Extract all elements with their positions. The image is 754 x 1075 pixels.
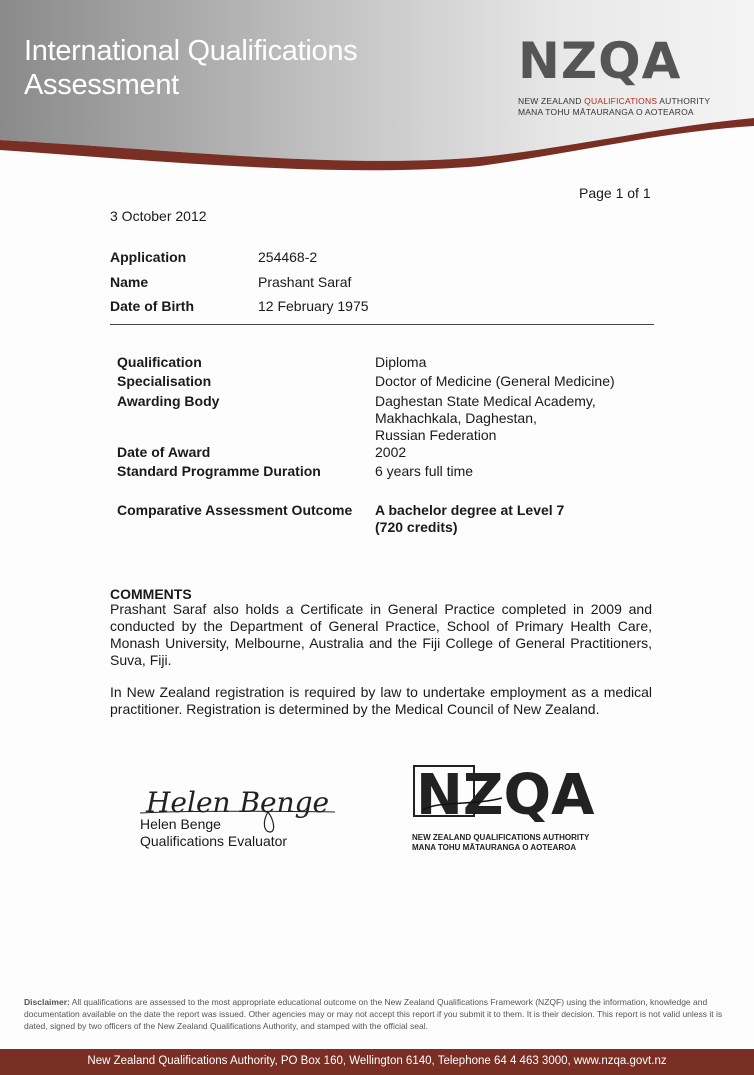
report-title-line2: Assessment <box>24 69 179 101</box>
duration-value: 6 years full time <box>375 463 474 479</box>
official-stamp <box>412 760 612 850</box>
comments-heading: COMMENTS <box>110 586 192 602</box>
outcome-value <box>375 502 564 536</box>
comments-paragraph-1: Prashant Saraf also holds a Certificate in General Practice completed in 2009 and conducted by the Department of General Practice, School of Primary Health Care, Monash University, Melbourne, Australia and the Fiji College of General Practitioners, Suva, Fiji. <box>110 601 652 668</box>
application-value: 254468-2 <box>258 249 318 265</box>
application-label: Application <box>110 249 187 265</box>
evaluator-name: Helen Benge <box>140 816 221 832</box>
name-label: Name <box>110 274 149 290</box>
footer-contact: New Zealand Qualifications Authority, PO Box 160, Wellington 6140, Telephone 64 4 463 3000, www.nzqa.govt.nz <box>87 1055 667 1067</box>
awarding-body-line1: Daghestan State Medical Academy, <box>375 393 596 409</box>
page-indicator: Page 1 of 1 <box>579 185 651 201</box>
awarding-body-value <box>375 393 596 444</box>
logo-sub-c: AUTHORITY <box>657 96 711 106</box>
logo-sub-a: NEW ZEALAND <box>518 96 585 106</box>
awarding-body-line2: Makhachkala, Daghestan, <box>375 410 537 426</box>
outcome-line2: (720 credits) <box>375 519 458 535</box>
dob-label: Date of Birth <box>110 298 194 314</box>
nzqa-logo-subtitle <box>518 96 710 118</box>
duration-label: Standard Programme Duration <box>117 463 321 479</box>
report-title <box>24 34 357 102</box>
outcome-line1: A bachelor degree at Level 7 <box>375 502 565 518</box>
nzqa-logo: NZQA <box>518 32 682 90</box>
awarding-body-label: Awarding Body <box>117 393 220 409</box>
disclaimer-text: All qualifications are assessed to the most appropriate educational outcome on the New Zealand Qualifications Framework (NZQF) using the information, knowledge and documentation available on the date the report was issued. Other agencies may or may not accept this report if you submit it to them. It is their decision. This report is not valid unless it is dated, signed by two officers of the New Zealand Qualifications Authority, and stamped with the official seal. <box>24 997 723 1031</box>
signature-text: Helen Benge <box>146 786 330 819</box>
stamp-line2: MANA TOHU MĀTAURANGA O AOTEAROA <box>412 843 577 852</box>
outcome-label: Comparative Assessment Outcome <box>117 502 353 518</box>
qualification-label: Qualification <box>117 354 202 370</box>
specialisation-value: Doctor of Medicine (General Medicine) <box>375 373 615 389</box>
name-value: Prashant Saraf <box>258 274 352 290</box>
disclaimer-label: Disclaimer: <box>24 997 70 1007</box>
logo-sub-line2: MANA TOHU MĀTAURANGA O AOTEAROA <box>518 107 694 117</box>
divider <box>110 324 654 325</box>
comments-paragraph-2: In New Zealand registration is required by law to undertake employment as a medical practitioner. Registration is determined by the Medical Council of New Zealand. <box>110 684 652 717</box>
awarding-body-line3: Russian Federation <box>375 427 497 443</box>
qualification-value: Diploma <box>375 354 427 370</box>
stamp-logo <box>412 760 612 824</box>
stamp-line1: NEW ZEALAND QUALIFICATIONS AUTHORITY <box>412 833 590 842</box>
stamp-logo-text: NZQA <box>416 763 595 824</box>
logo-sub-b: QUALIFICATIONS <box>584 96 658 106</box>
date-of-award-label: Date of Award <box>117 444 211 460</box>
disclaimer <box>24 996 730 1032</box>
dob-value: 12 February 1975 <box>258 298 369 314</box>
specialisation-label: Specialisation <box>117 373 212 389</box>
report-title-line1: International Qualifications <box>24 35 358 67</box>
date-of-award-value: 2002 <box>375 444 407 460</box>
evaluator-title: Qualifications Evaluator <box>140 833 288 849</box>
report-date: 3 October 2012 <box>110 208 207 224</box>
